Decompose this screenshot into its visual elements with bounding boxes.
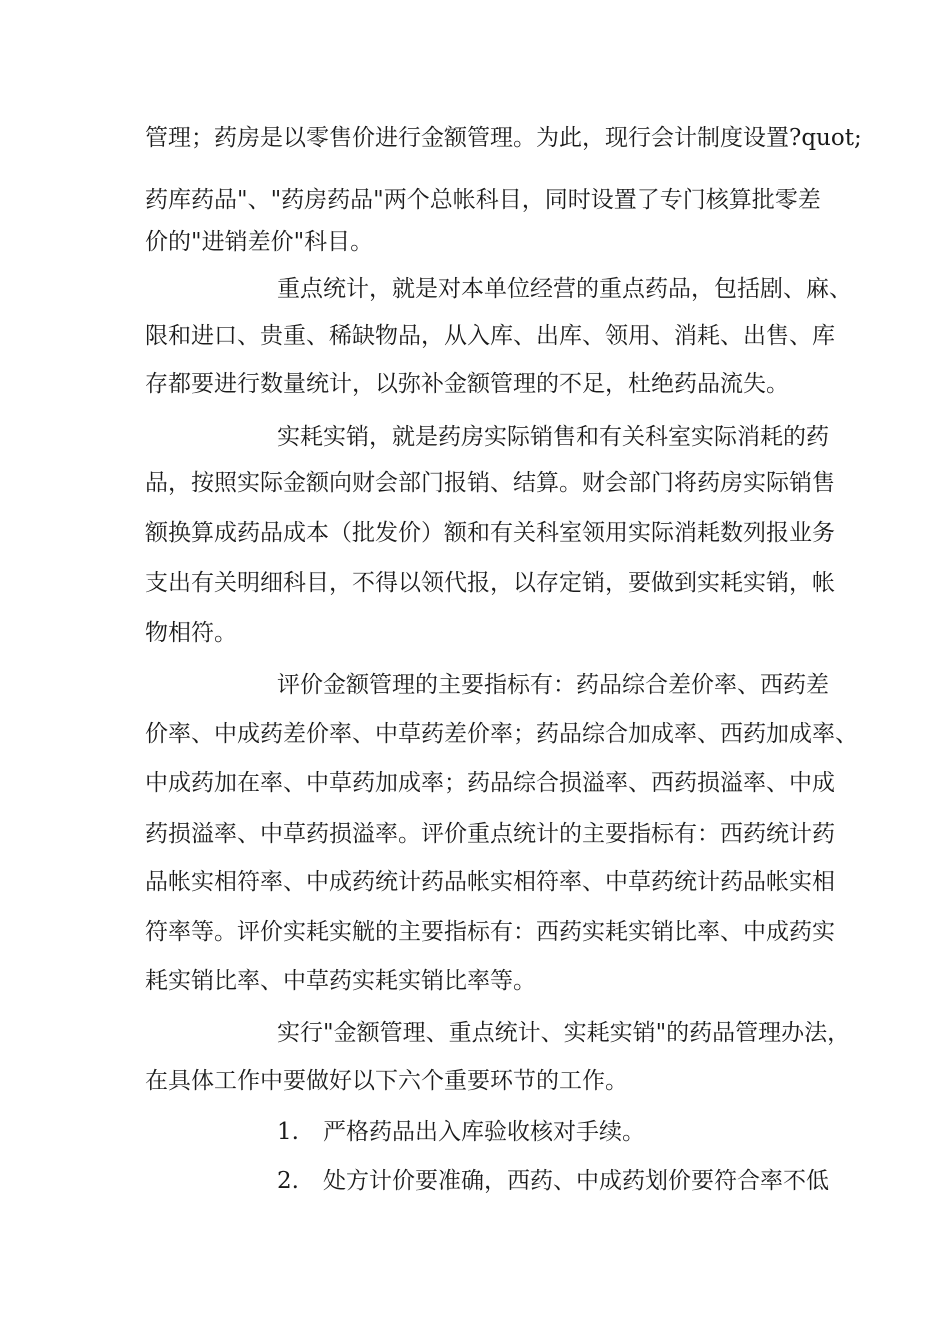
text-line: 额换算成药品成本（批发价）额和有关科室领用实际消耗数列报业务 — [145, 520, 835, 546]
text-line: 品，按照实际金额向财会部门报销、结算。财会部门将药房实际销售 — [145, 470, 835, 496]
list-item-number: 2. — [277, 1168, 299, 1194]
text-line: 实行"金额管理、重点统计、实耗实销"的药品管理办法， — [277, 1020, 851, 1046]
list-item-text: 严格药品出入库验收核对手续。 — [323, 1119, 645, 1145]
text-line: 评价金额管理的主要指标有：药品综合差价率、西药差 — [277, 672, 829, 698]
text-line: 中成药加在率、中草药加成率；药品综合损溢率、西药损溢率、中成 — [145, 770, 835, 796]
text-line: 价率、中成药差价率、中草药差价率；药品综合加成率、西药加成率、 — [145, 721, 858, 747]
text-line: 药库药品"、"药房药品"两个总帐科目，同时设置了专门核算批零差 — [145, 187, 821, 213]
list-item — [277, 1116, 810, 1148]
list-item-number: 1. — [277, 1119, 299, 1145]
text-line: 药损溢率、中草药损溢率。评价重点统计的主要指标有：西药统计药 — [145, 821, 835, 847]
text-line: 支出有关明细科目，不得以领代报，以存定销，要做到实耗实销，帐 — [145, 570, 835, 596]
text-line: 耗实销比率、中草药实耗实销比率等。 — [145, 968, 536, 994]
list-item-text: 处方计价要准确，西药、中成药划价要符合率不低 — [323, 1168, 829, 1194]
list-item — [277, 1165, 829, 1197]
text-line: 品帐实相符率、中成药统计药品帐实相符率、中草药统计药品帐实相 — [145, 869, 835, 895]
text-line: 价的"进销差价"科目。 — [145, 229, 374, 255]
text-line: 管理；药房是以零售价进行金额管理。为此，现行会计制度设置?quot; — [145, 125, 862, 151]
text-line: 物相符。 — [145, 620, 237, 646]
text-line: 存都要进行数量统计，以弥补金额管理的不足，杜绝药品流失。 — [145, 371, 789, 397]
text-line: 重点统计，就是对本单位经营的重点药品，包括剧、麻、 — [277, 276, 852, 302]
text-line: 符率等。评价实耗实觥的主要指标有：西药实耗实销比率、中成药实 — [145, 919, 835, 945]
text-line: 在具体工作中要做好以下六个重要环节的工作。 — [145, 1068, 628, 1094]
text-line: 限和进口、贵重、稀缺物品，从入库、出库、领用、消耗、出售、库 — [145, 323, 835, 349]
text-line: 实耗实销，就是药房实际销售和有关科室实际消耗的药 — [277, 424, 829, 450]
